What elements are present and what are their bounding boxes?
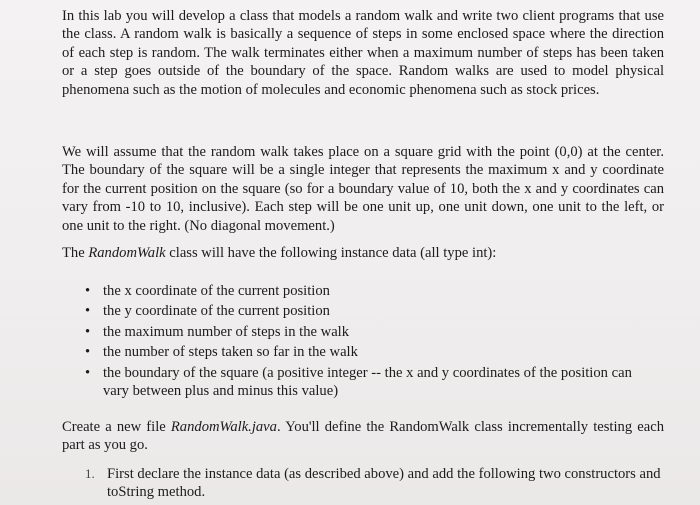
create-file-paragraph — [62, 418, 664, 455]
list-item — [85, 343, 655, 361]
create-pre: Create a new file — [62, 419, 171, 435]
step-number: 1. — [85, 466, 95, 481]
step-item — [85, 465, 665, 502]
bullet-icon: • — [85, 323, 91, 340]
intro-paragraph: In this lab you will develop a class that models a random walk and write two client programs that use the class. A random walk is basically a sequence of steps in some enclosed space where the direction of each step is random. The walk terminates either when a maximum number of steps has been taken or a step goes outside of the boundary of the space. Random walks are used to model physical phenomena such as the motion of molecules and economic phenomena such as stock prices. — [62, 8, 664, 98]
list-item-text: the number of steps taken so far in the walk — [103, 344, 358, 361]
list-item-text: the x coordinate of the current position — [103, 283, 330, 299]
list-item — [85, 302, 655, 320]
list-item-text: the boundary of the square (a positive integer -- the x and y coordinates of the position can vary between plus and minus this value) — [103, 364, 632, 400]
list-item-text: the maximum number of steps in the walk — [103, 323, 350, 340]
step-text: First declare the instance data (as described above) and add the following two constructors and toString method. — [107, 466, 661, 501]
instance-data-list — [85, 282, 655, 402]
class-name: RandomWalk — [88, 245, 166, 261]
steps-list — [85, 465, 665, 502]
list-item — [85, 364, 655, 401]
class-intro-paragraph — [62, 244, 664, 262]
list-item — [85, 282, 655, 300]
class-intro-post: class will have the following instance data (all type int): — [165, 245, 497, 261]
create-post: . You'll define the RandomWalk class incrementally testing each part as you go. — [62, 419, 665, 454]
list-item — [85, 323, 655, 341]
bullet-icon: • — [85, 303, 91, 320]
bullet-icon: • — [85, 283, 91, 299]
grid-paragraph: We will assume that the random walk takes place on a square grid with the point (0,0) at the center. The boundary of the square will be a single integer that represents the maximum x and y coordinate for the current position on the square (so for a boundary value of 10, both the x and y coordinates can vary from -10 to 10, inclusive). Each step will be one unit up, one unit down, one unit to the left, or one unit to the right. (No diagonal movement.) — [62, 144, 664, 234]
bullet-icon: • — [85, 364, 91, 381]
list-item-text: the y coordinate of the current position — [103, 303, 330, 320]
bullet-icon: • — [85, 344, 91, 361]
file-name: RandomWalk.java — [170, 419, 277, 435]
class-intro-pre: The — [62, 245, 89, 261]
